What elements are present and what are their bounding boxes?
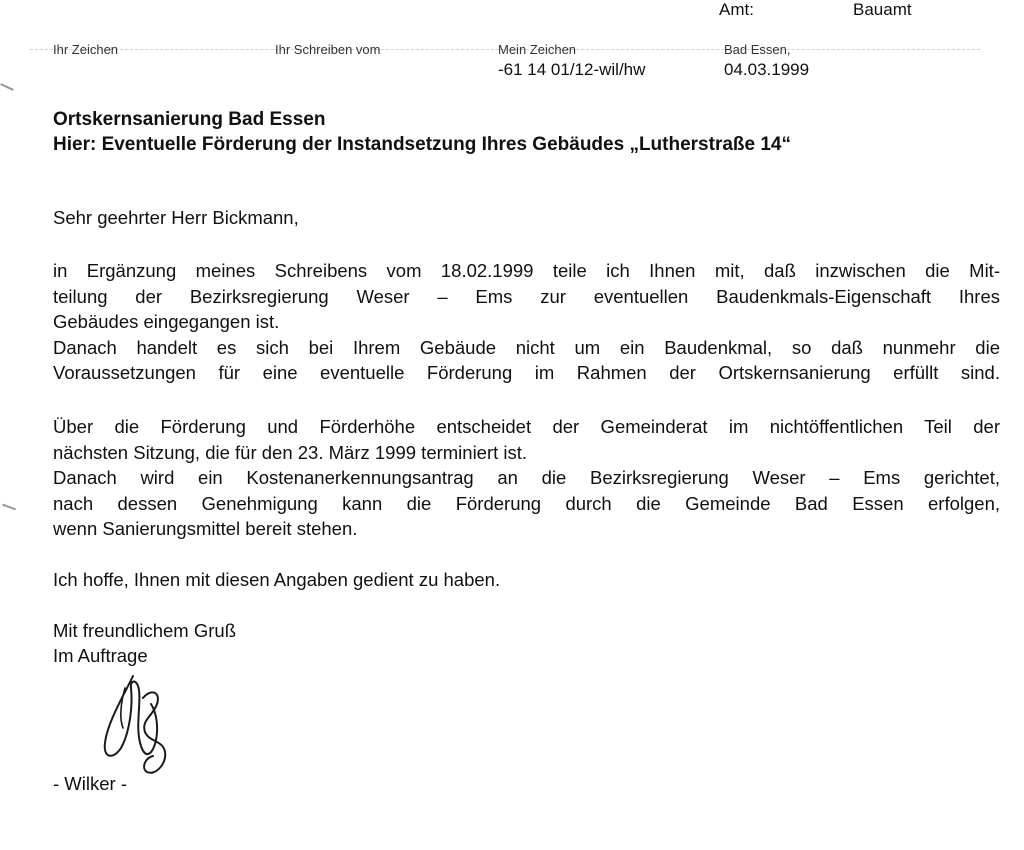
- signer-name: - Wilker -: [53, 773, 127, 794]
- paragraph-1-line-2: teilung der Bezirksregierung Weser – Ems zur eventuellen Baudenkmals-Eigenschaft Ihres: [53, 285, 1000, 307]
- paragraph-2: [53, 414, 1000, 542]
- ort-label: Bad Essen,: [724, 42, 791, 57]
- paragraph-1-line-3: Gebäudes eingegangen ist.: [53, 311, 280, 332]
- mein-zeichen-label: Mein Zeichen: [498, 42, 577, 57]
- paragraph-1-line-4: Danach handelt es sich bei Ihrem Gebäude nicht um ein Baudenkmal, so daß nunmehr die: [53, 336, 1000, 358]
- paragraph-3: [53, 567, 1000, 593]
- scan-margin-mark: [0, 83, 14, 91]
- im-auftrage: Im Auftrage: [53, 645, 148, 666]
- paragraph-1-line-1: in Ergänzung meines Schreibens vom 18.02.1999 teile ich Ihnen mit, daß inzwischen die Mit-: [53, 260, 1000, 281]
- paragraph-1-line-5: Voraussetzungen für eine eventuelle Förderung im Rahmen der Ortskernsanierung erfüllt sind.: [53, 362, 1000, 383]
- paragraph-3-line-1: Ich hoffe, Ihnen mit diesen Angaben gedient zu haben.: [53, 569, 501, 590]
- paragraph-2-line-3: Danach wird ein Kostenanerkennungsantrag an die Bezirksregierung Weser – Ems gerichtet,: [53, 467, 1000, 488]
- subject-line-2: Hier: Eventuelle Förderung der Instandsetzung Ihres Gebäudes „Lutherstraße 14“: [53, 134, 791, 155]
- paragraph-2-line-4: nach dessen Genehmigung kann die Förderung durch die Gemeinde Bad Essen erfolgen,: [53, 492, 1000, 514]
- scan-margin-mark: [2, 504, 16, 511]
- paragraph-2-line-2: nächsten Sitzung, die für den 23. März 1999 terminiert ist.: [53, 441, 528, 463]
- handwritten-signature: [85, 668, 185, 788]
- closing-greeting: Mit freundlichem Gruß: [53, 620, 236, 641]
- datum-value: 04.03.1999: [724, 60, 810, 79]
- ihr-schreiben-label: Ihr Schreiben vom: [275, 42, 381, 57]
- paragraph-2-line-1: Über die Förderung und Förderhöhe entscheidet der Gemeinderat im nichtöffentlichen Teil der: [53, 416, 1000, 437]
- salutation: Sehr geehrter Herr Bickmann,: [53, 207, 299, 228]
- amt-label: Amt:: [719, 0, 754, 19]
- ihr-zeichen-label: Ihr Zeichen: [53, 42, 119, 57]
- amt-value: Bauamt: [853, 0, 912, 19]
- mein-zeichen-value: -61 14 01/12-wil/hw: [498, 60, 646, 79]
- paragraph-1: [53, 258, 1000, 386]
- paragraph-2-line-5: wenn Sanierungsmittel bereit stehen.: [53, 518, 358, 539]
- subject-line-1: Ortskernsanierung Bad Essen: [53, 109, 326, 130]
